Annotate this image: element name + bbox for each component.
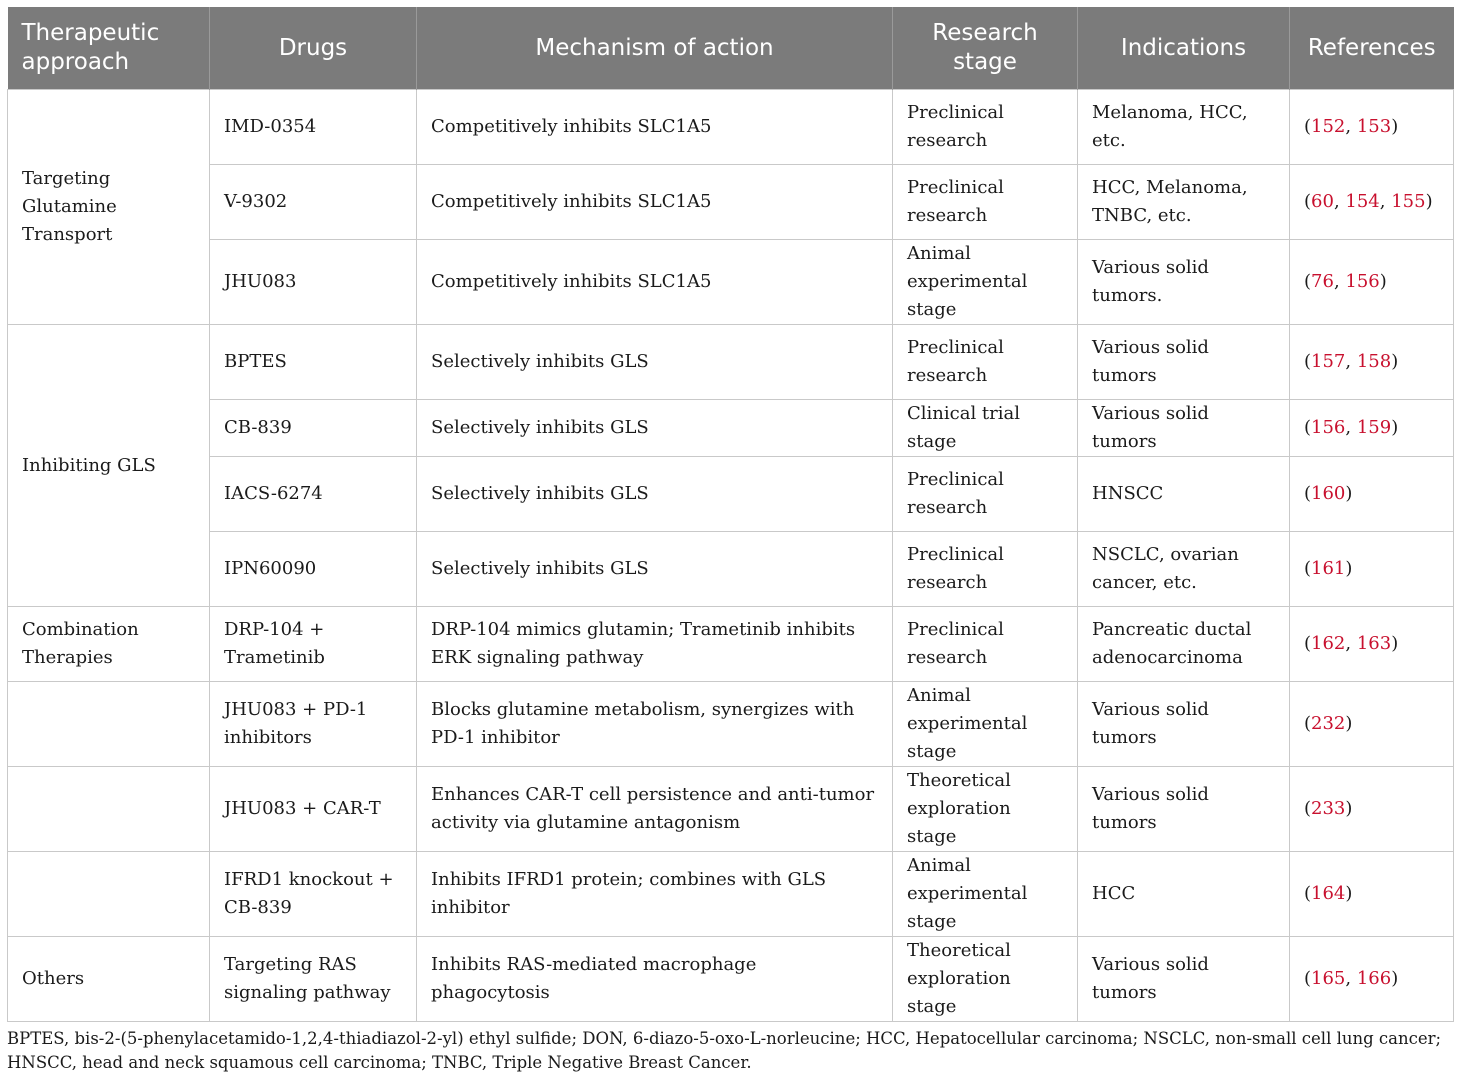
indications-cell: Various solid tumors. <box>1078 240 1290 325</box>
drug-cell: V-9302 <box>210 165 417 240</box>
references-cell: (60, 154, 155) <box>1290 165 1454 240</box>
indications-cell: NSCLC, ovarian cancer, etc. <box>1078 532 1290 607</box>
approach-cell-empty <box>8 682 210 767</box>
mechanism-cell: DRP-104 mimics glutamin; Trametinib inhibits ERK signaling pathway <box>417 607 893 682</box>
reference-link[interactable]: 152 <box>1311 116 1346 137</box>
reference-link[interactable]: 163 <box>1356 633 1392 654</box>
table-row <box>8 325 1454 400</box>
table-row <box>8 240 1454 325</box>
reference-link[interactable]: 233 <box>1311 798 1346 819</box>
drug-cell: IPN60090 <box>210 532 417 607</box>
references-cell: (76, 156) <box>1290 240 1454 325</box>
reference-link[interactable]: 166 <box>1356 968 1392 989</box>
header-references: References <box>1290 7 1454 90</box>
reference-link[interactable]: 232 <box>1311 713 1346 734</box>
drug-cell: IMD-0354 <box>210 90 417 165</box>
drug-cell: DRP-104 + Trametinib <box>210 607 417 682</box>
drug-cell: Targeting RAS signaling pathway <box>210 937 417 1022</box>
reference-link[interactable]: 161 <box>1311 558 1346 579</box>
table-row <box>8 90 1454 165</box>
indications-cell: HCC <box>1078 852 1290 937</box>
references-cell: (157, 158) <box>1290 325 1454 400</box>
reference-link[interactable]: 156 <box>1345 271 1380 292</box>
drug-cell: JHU083 + PD-1 inhibitors <box>210 682 417 767</box>
reference-link[interactable]: 164 <box>1311 883 1346 904</box>
stage-cell: Preclinical research <box>893 165 1078 240</box>
mechanism-cell: Selectively inhibits GLS <box>417 532 893 607</box>
header-drugs: Drugs <box>210 7 417 90</box>
approach-cell-empty <box>8 767 210 852</box>
table-row <box>8 767 1454 852</box>
mechanism-cell: Competitively inhibits SLC1A5 <box>417 165 893 240</box>
references-cell: (164) <box>1290 852 1454 937</box>
indications-cell: Various solid tumors <box>1078 325 1290 400</box>
indications-cell: HNSCC <box>1078 457 1290 532</box>
header-stage: Research stage <box>893 7 1078 90</box>
approach-cell: Others <box>8 937 210 1022</box>
indications-cell: HCC, Melanoma, TNBC, etc. <box>1078 165 1290 240</box>
reference-link[interactable]: 153 <box>1356 116 1392 137</box>
table-figure <box>7 7 1453 1075</box>
header-approach: Therapeutic approach <box>8 7 210 90</box>
table-row <box>8 607 1454 682</box>
mechanism-cell: Inhibits RAS-mediated macrophage phagocytosis <box>417 937 893 1022</box>
drug-cell: JHU083 <box>210 240 417 325</box>
stage-cell: Preclinical research <box>893 325 1078 400</box>
reference-link[interactable]: 160 <box>1311 483 1346 504</box>
indications-cell: Various solid tumors <box>1078 682 1290 767</box>
mechanism-cell: Competitively inhibits SLC1A5 <box>417 90 893 165</box>
table-row <box>8 852 1454 937</box>
header-mechanism: Mechanism of action <box>417 7 893 90</box>
mechanism-cell: Selectively inhibits GLS <box>417 457 893 532</box>
indications-cell: Various solid tumors <box>1078 937 1290 1022</box>
indications-cell: Various solid tumors <box>1078 400 1290 457</box>
references-cell: (161) <box>1290 532 1454 607</box>
mechanism-cell: Enhances CAR-T cell persistence and anti-tumor activity via glutamine antagonism <box>417 767 893 852</box>
indications-cell: Pancreatic ductal adenocarcinoma <box>1078 607 1290 682</box>
approach-cell: Inhibiting GLS <box>8 325 210 607</box>
references-cell: (233) <box>1290 767 1454 852</box>
reference-link[interactable]: 76 <box>1311 271 1334 292</box>
table-footnote: BPTES, bis-2-(5-phenylacetamido-1,2,4-thiadiazol-2-yl) ethyl sulfide; DON, 6-diazo-5-oxo-L-norleucine; HCC, Hepatocellular carcinoma; NSCLC, non-small cell lung cancer; HNSCC, head and neck squamous cell carcinoma; TNBC, Triple Negative Breast Cancer. <box>7 1029 1442 1072</box>
stage-cell: Animal experimental stage <box>893 240 1078 325</box>
stage-cell: Theoretical exploration stage <box>893 767 1078 852</box>
table-header-row <box>8 7 1454 90</box>
drug-cell: JHU083 + CAR-T <box>210 767 417 852</box>
reference-link[interactable]: 165 <box>1311 968 1346 989</box>
reference-link[interactable]: 162 <box>1311 633 1346 654</box>
reference-link[interactable]: 154 <box>1345 191 1380 212</box>
stage-cell: Preclinical research <box>893 90 1078 165</box>
therapy-table <box>7 7 1454 1022</box>
stage-cell: Preclinical research <box>893 607 1078 682</box>
table-row <box>8 937 1454 1022</box>
reference-link[interactable]: 158 <box>1356 351 1392 372</box>
references-cell: (156, 159) <box>1290 400 1454 457</box>
drug-cell: IACS-6274 <box>210 457 417 532</box>
drug-cell: IFRD1 knockout + CB-839 <box>210 852 417 937</box>
mechanism-cell: Blocks glutamine metabolism, synergizes with PD-1 inhibitor <box>417 682 893 767</box>
mechanism-cell: Selectively inhibits GLS <box>417 325 893 400</box>
references-cell: (152, 153) <box>1290 90 1454 165</box>
stage-cell: Animal experimental stage <box>893 852 1078 937</box>
drug-cell: BPTES <box>210 325 417 400</box>
table-row <box>8 165 1454 240</box>
stage-cell: Animal experimental stage <box>893 682 1078 767</box>
reference-link[interactable]: 159 <box>1356 417 1392 438</box>
indications-cell: Melanoma, HCC, etc. <box>1078 90 1290 165</box>
table-row <box>8 457 1454 532</box>
header-indications: Indications <box>1078 7 1290 90</box>
references-cell: (162, 163) <box>1290 607 1454 682</box>
indications-cell: Various solid tumors <box>1078 767 1290 852</box>
stage-cell: Preclinical research <box>893 457 1078 532</box>
references-cell: (165, 166) <box>1290 937 1454 1022</box>
reference-link[interactable]: 156 <box>1311 417 1346 438</box>
table-row <box>8 682 1454 767</box>
reference-link[interactable]: 157 <box>1311 351 1346 372</box>
reference-link[interactable]: 60 <box>1311 191 1334 212</box>
approach-cell: Combination Therapies <box>8 607 210 682</box>
mechanism-cell: Selectively inhibits GLS <box>417 400 893 457</box>
mechanism-cell: Competitively inhibits SLC1A5 <box>417 240 893 325</box>
drug-cell: CB-839 <box>210 400 417 457</box>
mechanism-cell: Inhibits IFRD1 protein; combines with GLS inhibitor <box>417 852 893 937</box>
approach-cell: Targeting Glutamine Transport <box>8 90 210 325</box>
stage-cell: Preclinical research <box>893 532 1078 607</box>
table-row <box>8 400 1454 457</box>
reference-link[interactable]: 155 <box>1391 191 1426 212</box>
table-row <box>8 532 1454 607</box>
references-cell: (160) <box>1290 457 1454 532</box>
references-cell: (232) <box>1290 682 1454 767</box>
approach-cell-empty <box>8 852 210 937</box>
stage-cell: Theoretical exploration stage <box>893 937 1078 1022</box>
stage-cell: Clinical trial stage <box>893 400 1078 457</box>
